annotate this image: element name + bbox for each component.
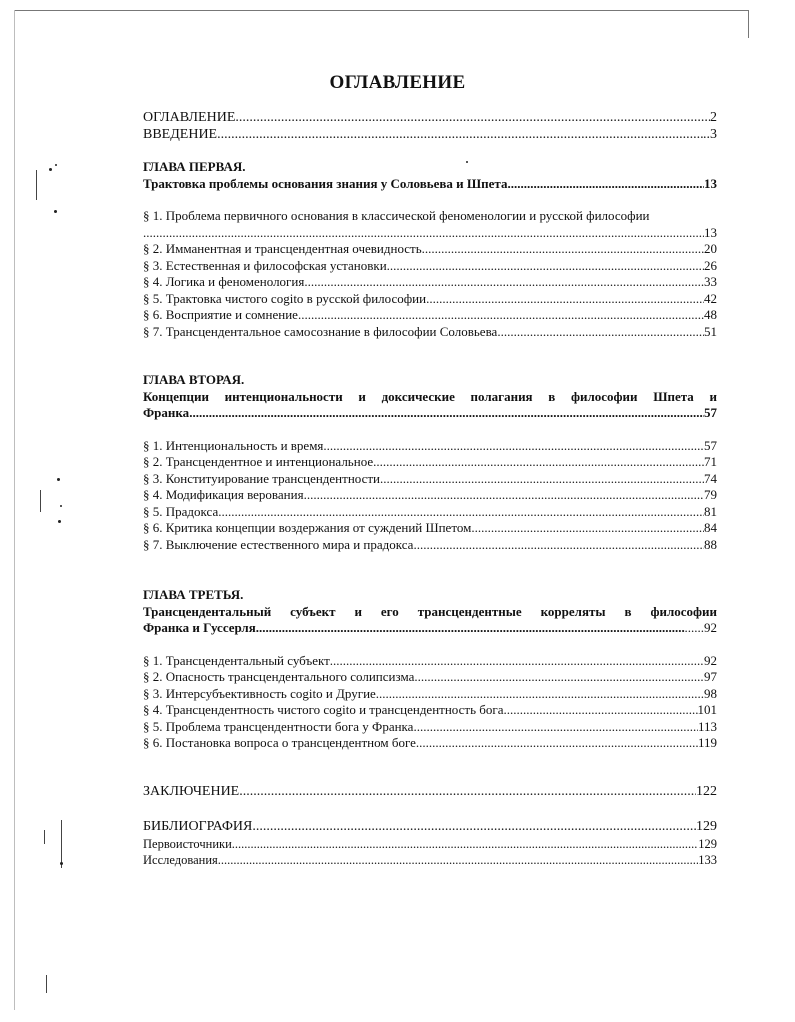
toc-entry-page: 92 [704, 652, 717, 668]
toc-section-entry [143, 241, 717, 258]
chapter-heading: ГЛАВА ТРЕТЬЯ. [143, 587, 244, 602]
toc-section-entry [143, 537, 717, 554]
toc-entry-page: ......92 [684, 620, 717, 635]
toc-entry-label: § 7. Трансцендентальное самосознание в философии Соловьева [143, 323, 498, 339]
toc-entry-page: ..3 [703, 126, 717, 142]
toc-leader-dots [143, 225, 704, 242]
toc-entry-label: § 3. Конституирование трансцендентности [143, 470, 381, 486]
toc-leader-dots [507, 176, 704, 193]
toc-entry-primary-sources [143, 836, 717, 853]
toc-entry-studies [143, 852, 717, 869]
chapter-heading: ГЛАВА ПЕРВАЯ. [143, 159, 246, 174]
toc-section-entry [143, 471, 717, 488]
toc-entry-page: 129 [698, 836, 717, 851]
toc-leader-dots [304, 274, 704, 291]
toc-entry-page: 129 [696, 819, 717, 834]
toc-entry-label: § 6. Постановка вопроса о трансцендентном боге [143, 735, 416, 750]
toc-entry-label: ОГЛАВЛЕНИЕ [143, 110, 236, 125]
toc-entry-label: § 2. Опасность трансцендентального солипсизма [143, 669, 415, 684]
toc-leader-dots [387, 258, 704, 275]
toc-entry-page: 101 [697, 702, 717, 717]
toc-entry-label: § 4. Модификация верования [143, 487, 304, 502]
toc-section-entry [143, 307, 717, 324]
toc-entry-contents [143, 110, 717, 127]
scan-speck [58, 520, 61, 523]
toc-entry-label: § 2. Имманентная и трансцендентная очевидность [143, 241, 422, 256]
toc-section-entry: § 1. Проблема первичного основания в классической феноменологии и русской философии [143, 208, 650, 223]
toc-entry-label: Первоисточники [143, 836, 232, 851]
toc-entry-page: 113 [697, 718, 717, 734]
toc-section-entry [143, 702, 717, 719]
toc-entry-label: § 2. Трансцендентное и интенциональное [143, 454, 374, 469]
toc-entry-page: 13 [704, 175, 717, 191]
toc-section-entry [143, 653, 717, 670]
toc-leader-dots [503, 702, 697, 719]
toc-leader-dots [373, 454, 704, 471]
chapter-title [143, 176, 717, 193]
toc-entry-label: § 1. Интенциональность и время [143, 437, 324, 453]
toc-leader-dots [235, 110, 710, 127]
toc-entry-label: § 3. Интерсубъективность cogito и Другие [143, 685, 376, 701]
scan-mark [61, 820, 62, 868]
toc-leader-dots [330, 653, 704, 670]
toc-section-entry [143, 669, 717, 686]
chapter-title [143, 405, 717, 422]
toc-leader-dots [323, 438, 704, 455]
toc-entry-label: ЗАКЛЮЧЕНИЕ [143, 783, 240, 799]
toc-entry-page: 88 [704, 536, 717, 552]
toc-entry-page: 119 [697, 735, 717, 750]
table-of-contents [143, 110, 717, 869]
toc-section-entry [143, 454, 717, 471]
toc-leader-dots [218, 852, 698, 869]
toc-entry-page: 74 [704, 470, 717, 486]
toc-entry-label: § 6. Критика концепции воздержания от суждений Шпетом [143, 520, 472, 535]
toc-entry-label: § 5. Проблема трансцендентности бога у Франка [143, 718, 414, 734]
toc-leader-dots [413, 537, 704, 554]
toc-section-entry [143, 719, 717, 736]
toc-entry-page: 48 [704, 307, 717, 322]
toc-entry-label: Трактовка проблемы основания знания у Соловьева и Шпета [143, 175, 508, 191]
page-title: ОГЛАВЛЕНИЕ [329, 72, 466, 93]
toc-entry-page: 20 [704, 241, 717, 256]
toc-entry-label: Исследования [143, 853, 218, 867]
toc-entry-label: БИБЛИОГРАФИЯ [143, 819, 253, 834]
toc-entry-page: 57 [704, 405, 717, 420]
toc-entry-page: 79 [704, 487, 717, 502]
toc-section-entry [143, 686, 717, 703]
toc-entry-page: 33 [704, 274, 717, 289]
scan-speck [60, 862, 63, 865]
toc-leader-dots [189, 405, 704, 422]
toc-leader-dots [497, 324, 704, 341]
scan-speck [54, 210, 57, 213]
toc-entry-label: § 7. Выключение естественного мира и прадокса [143, 536, 414, 552]
toc-entry-page: 26 [704, 257, 717, 273]
toc-leader-dots [218, 504, 704, 521]
toc-section-entry [143, 520, 717, 537]
chapter-title: Концепции интенциональности и доксические полагания в философии Шпета и [143, 388, 717, 404]
toc-entry-page: 84 [704, 520, 717, 535]
chapter-heading: ГЛАВА ВТОРАЯ. [143, 372, 245, 387]
toc-entry-page: 2 [710, 110, 717, 125]
toc-entry-page: 97 [704, 669, 717, 684]
toc-leader-dots [232, 836, 698, 853]
toc-leader-dots [304, 487, 704, 504]
toc-entry-label: Франка и Гуссерля [143, 620, 256, 635]
toc-entry-label: § 5. Трактовка чистого cogito в русской философии [143, 290, 427, 306]
toc-entry-page: 42 [704, 290, 717, 306]
toc-leader-dots [380, 471, 704, 488]
toc-entry-page: 71 [704, 454, 717, 469]
toc-leader-dots [414, 669, 704, 686]
toc-entry-bibliography [143, 819, 717, 836]
toc-entry-label: § 3. Естественная и философская установки [143, 257, 387, 273]
toc-leader-dots [256, 620, 685, 637]
toc-section-entry [143, 324, 717, 341]
toc-leader-dots [298, 307, 704, 324]
toc-leader-dots [422, 241, 704, 258]
toc-entry-label: Франка [143, 405, 190, 420]
scan-mark [44, 830, 45, 844]
scan-mark [36, 170, 37, 200]
scan-border-left [14, 10, 15, 1010]
toc-entry-page: 81 [704, 503, 717, 519]
toc-section-entry [143, 438, 717, 455]
toc-entry-page: 57 [704, 437, 717, 453]
scan-speck [57, 478, 60, 481]
scan-border-right [748, 10, 749, 38]
scan-speck [55, 164, 57, 166]
toc-section-entry [143, 258, 717, 275]
scan-border-top [14, 10, 748, 11]
toc-entry-page: 133 [698, 853, 717, 867]
toc-section-entry [143, 291, 717, 308]
toc-leader-dots [217, 127, 703, 144]
toc-section-entry [143, 274, 717, 291]
chapter-title [143, 620, 717, 637]
toc-leader-dots [426, 291, 704, 308]
toc-section-entry [143, 225, 717, 242]
toc-entry-label: § 4. Трансцендентность чистого cogito и трансцендентность бога [143, 702, 504, 717]
toc-leader-dots [416, 735, 698, 752]
toc-leader-dots [239, 784, 696, 801]
toc-leader-dots [252, 819, 696, 836]
toc-entry-label: § 5. Прадокса [143, 503, 219, 519]
scan-speck [49, 168, 52, 171]
toc-entry-label: ВВЕДЕНИЕ [143, 126, 218, 142]
scan-mark [40, 490, 41, 512]
toc-leader-dots [471, 520, 704, 537]
toc-entry-page: 13 [704, 224, 717, 240]
toc-entry-page: 98 [704, 685, 717, 701]
scan-speck [60, 505, 62, 507]
toc-section-entry [143, 504, 717, 521]
toc-section-entry [143, 735, 717, 752]
scan-mark [46, 975, 47, 993]
toc-entry-label: § 1. Трансцендентальный субъект [143, 652, 330, 668]
toc-leader-dots [413, 719, 698, 736]
toc-entry-page: 122 [696, 783, 717, 799]
toc-entry-conclusion [143, 784, 717, 801]
toc-section-entry [143, 487, 717, 504]
toc-entry-page: 51 [704, 323, 717, 339]
toc-entry-label: § 4. Логика и феноменология [143, 274, 305, 289]
toc-entry-introduction [143, 127, 717, 144]
toc-leader-dots [376, 686, 704, 703]
toc-entry-label: § 6. Восприятие и сомнение [143, 307, 298, 322]
chapter-title: Трансцендентальный субъект и его трансцендентные корреляты в философии [143, 603, 717, 619]
